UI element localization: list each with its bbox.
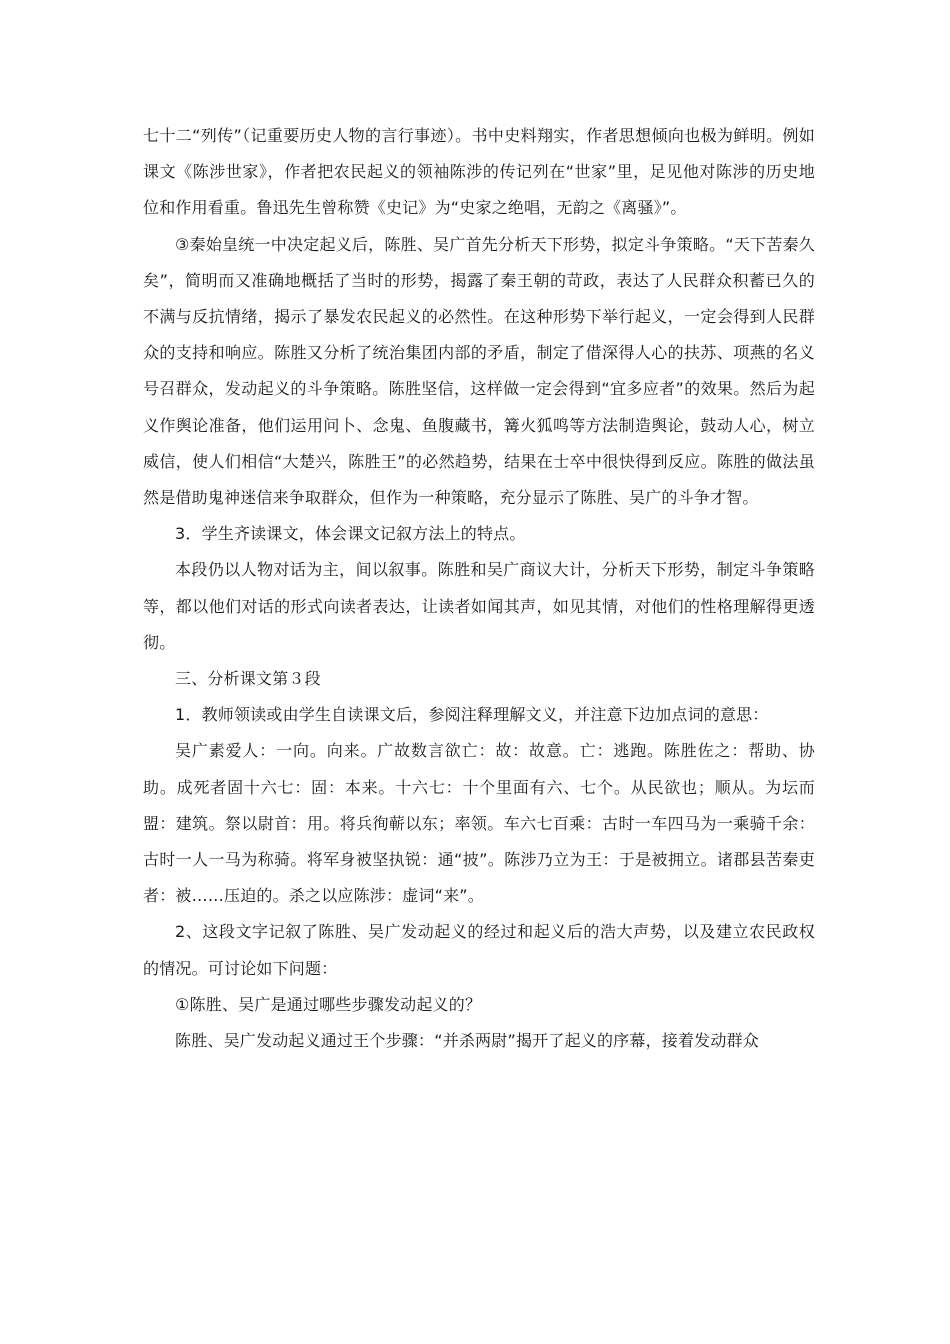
discussion-question-1: ①陈胜、吴广是通过哪些步骤发动起义的？ — [175, 994, 482, 1014]
paragraph-uprising-steps: 陈胜、吴广发动起义通过王个步骤：“并杀两尉”揭开了起义的序幕，接着发动群众 — [175, 1031, 759, 1051]
paragraph-read-aloud-task: 3．学生齐读课文，体会课文记叙方法上的特点。 — [175, 524, 526, 544]
paragraph-word-glossary: 吴广素爱人：一向。向来。广故数言欲亡：故：故意。亡：逃跑。陈胜佐之：帮助、协助。成死者固十六七：固：本来。十六七：十个里面有六、七个。从民欲也；顺从。为坛而盟：建筑。祭以尉首：用。将兵徇蕲以东；率领。车六七百乘：古时一车四马为一乘骑千余：古时一人一马为称骑。将军身被坚执锐：通“披”。陈涉乃立为王：于是被拥立。诸郡县苦秦吏者：被……压迫的。杀之以应陈涉：虚词“来”。 — [143, 741, 815, 906]
paragraph-dialogue-feature: 本段仍以人物对话为主，间以叙事。陈胜和吴广商议大计，分析天下形势，制定斗争策略等，都以他们对话的形式向读者表达，让读者如闻其声，如见其情，对他们的性格理解得更透彻。 — [143, 560, 815, 652]
paragraph-teacher-reading-task: 1．教师领读或由学生自读课文后，参阅注释理解文义，并注意下边加点词的意思： — [175, 705, 769, 725]
paragraph-uprising-summary: 2、这段文字记叙了陈胜、吴广发动起义的经过和起义后的浩大声势，以及建立农民政权的情况。可讨论如下问题： — [143, 922, 815, 978]
paragraph-strategy-analysis: ③秦始皇统一中决定起义后，陈胜、吴广首先分析天下形势，拟定斗争策略。“天下苦秦久矣”，简明而又准确地概括了当时的形势，揭露了秦王朝的苛政，表达了人民群众积蓄已久的不满与反抗情绪，揭示了暴发农民起义的必然性。在这种形势下举行起义，一定会得到人民群众的支持和响应。陈胜又分析了统治集团内部的矛盾，制定了借深得人心的扶苏、项燕的名义号召群众，发动起义的斗争策略。陈胜坚信，这样做一定会得到“宜多应者”的效果。然后为起义作舆论准备，他们运用问卜、念鬼、鱼腹藏书，篝火狐鸣等方法制造舆论，鼓动人心，树立威信，使人们相信“大楚兴，陈胜王”的必然趋势，结果在士卒中很快得到反应。陈胜的做法虽然是借助鬼神迷信来争取群众，但作为一种策略，充分显示了陈胜、吴广的斗争才智。 — [143, 234, 815, 508]
document-body — [143, 118, 815, 1059]
paragraph-shiji-intro: 七十二“列传”（记重要历史人物的言行事迹）。书中史料翔实，作者思想倾向也极为鲜明。例如课文《陈涉世家》，作者把农民起义的领袖陈涉的传记列在“世家”里，足见他对陈涉的历史地位和作用看重。鲁迅先生曾称赞《史记》为“史家之绝唱，无韵之《离骚》”。 — [143, 126, 815, 218]
section-heading-paragraph-3: 三、分析课文第３段 — [175, 669, 321, 689]
